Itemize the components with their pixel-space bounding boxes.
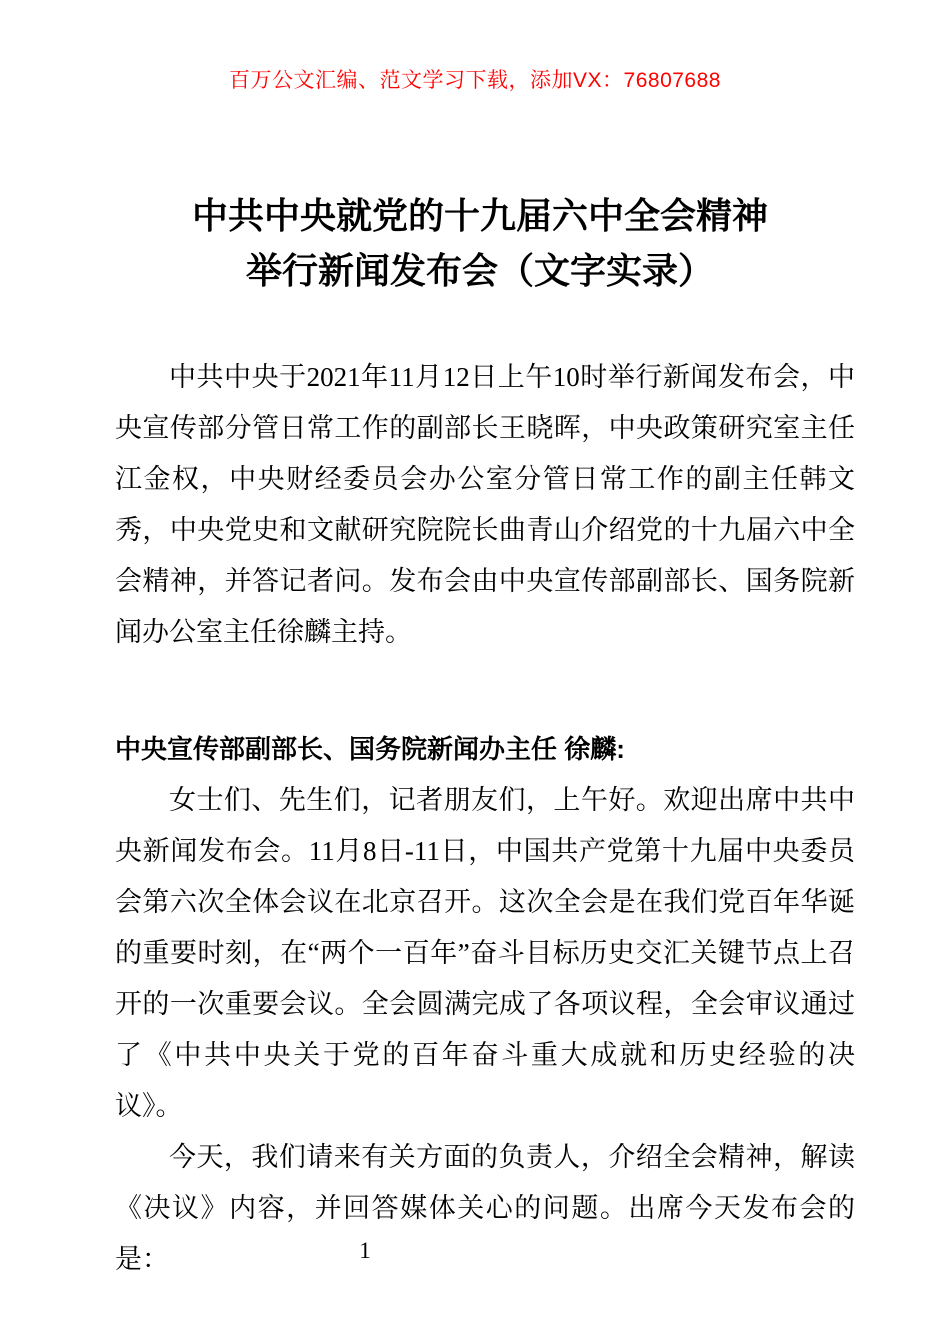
speaker-line: 中央宣传部副部长、国务院新闻办主任 徐麟: — [115, 734, 625, 764]
document-title-line-2: 举行新闻发布会（文字实录） — [245, 250, 714, 291]
paragraph-opening: 女士们、先生们，记者朋友们，上午好。欢迎出席中共中央新闻发布会。11月8日-11日，中国共产党第十九届中央委员会第六次全体会议在北京召开。这次全会是在我们党百年华诞的重要时刻，在“两个一百年”奋斗目标历史交汇关键节点上召开的一次重要会议。全会圆满完成了各项议程，全会审议通过了《中共中央关于党的百年奋斗重大成就和历史经验的决议》。 — [115, 785, 855, 1121]
document-body — [115, 352, 855, 1285]
page-number: 1 — [359, 1238, 371, 1263]
header-notice: 百万公文汇编、范文学习下载，添加VX：76807688 — [229, 69, 721, 92]
paragraph-intro: 中共中央于2021年11月12日上午10时举行新闻发布会，中央宣传部分管日常工作的副部长王晓晖，中央政策研究室主任江金权，中央财经委员会办公室分管日常工作的副主任韩文秀，中央党史和文献研究院院长曲青山介绍党的十九届六中全会精神，并答记者问。发布会由中央宣传部副部长、国务院新闻办公室主任徐麟主持。 — [115, 362, 855, 647]
paragraph-today: 今天，我们请来有关方面的负责人，介绍全会精神，解读《决议》内容，并回答媒体关心的问题。出席今天发布会的是： — [115, 1142, 855, 1274]
document-title-line-1: 中共中央就党的十九届六中全会精神 — [191, 195, 768, 236]
document-title — [110, 188, 850, 298]
